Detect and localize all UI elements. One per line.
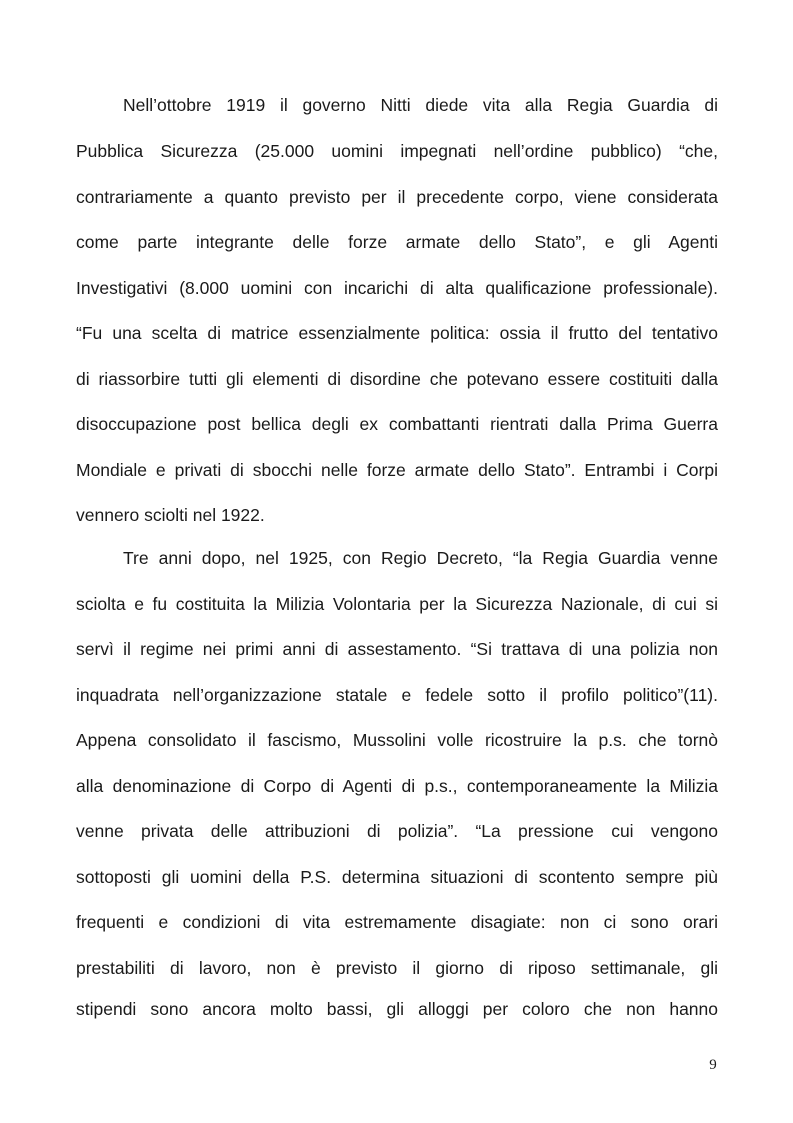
paragraph-2-line-9: frequenti e condizioni di vita estremamente disagiate: non ci sono orari <box>76 912 718 932</box>
paragraph-1-line-2: Pubblica Sicurezza (25.000 uomini impegnati nell’ordine pubblico) “che, <box>76 141 718 161</box>
paragraph-1-line-5: Investigativi (8.000 uomini con incarichi di alta qualificazione professionale). <box>76 278 718 298</box>
paragraph-2-line-8: sottoposti gli uomini della P.S. determina situazioni di scontento sempre più <box>76 867 718 887</box>
paragraph-2-line-7: venne privata delle attribuzioni di polizia”. “La pressione cui vengono <box>76 821 718 841</box>
paragraph-2-line-2: sciolta e fu costituita la Milizia Volontaria per la Sicurezza Nazionale, di cui si <box>76 594 718 614</box>
paragraph-1-line-9: Mondiale e privati di sbocchi nelle forze armate dello Stato”. Entrambi i Corpi <box>76 460 718 480</box>
paragraph-1-line-3: contrariamente a quanto previsto per il precedente corpo, viene considerata <box>76 187 718 207</box>
paragraph-2-line-3: servì il regime nei primi anni di assestamento. “Si trattava di una polizia non <box>76 639 718 659</box>
paragraph-1-line-7: di riassorbire tutti gli elementi di disordine che potevano essere costituiti dalla <box>76 369 718 389</box>
page-number: 9 <box>709 1057 717 1073</box>
paragraph-2-line-6: alla denominazione di Corpo di Agenti di p.s., contemporaneamente la Milizia <box>76 776 718 796</box>
paragraph-1-line-6: “Fu una scelta di matrice essenzialmente politica: ossia il frutto del tentativo <box>76 323 718 343</box>
paragraph-1-line-4: come parte integrante delle forze armate dello Stato”, e gli Agenti <box>76 232 718 252</box>
paragraph-2-line-10: prestabiliti di lavoro, non è previsto il giorno di riposo settimanale, gli <box>76 958 718 978</box>
paragraph-2-line-4: inquadrata nell’organizzazione statale e fedele sotto il profilo politico”(11). <box>76 685 718 705</box>
paragraph-2-line-5: Appena consolidato il fascismo, Mussolini volle ricostruire la p.s. che tornò <box>76 730 718 750</box>
paragraph-1-line-10: vennero sciolti nel 1922. <box>76 505 265 525</box>
paragraph-1-line-1: Nell’ottobre 1919 il governo Nitti diede vita alla Regia Guardia di <box>123 95 718 115</box>
paragraph-2-line-11: stipendi sono ancora molto bassi, gli alloggi per coloro che non hanno <box>76 999 718 1019</box>
paragraph-2-line-1: Tre anni dopo, nel 1925, con Regio Decreto, “la Regia Guardia venne <box>123 548 718 568</box>
paragraph-1-line-8: disoccupazione post bellica degli ex combattanti rientrati dalla Prima Guerra <box>76 414 718 434</box>
